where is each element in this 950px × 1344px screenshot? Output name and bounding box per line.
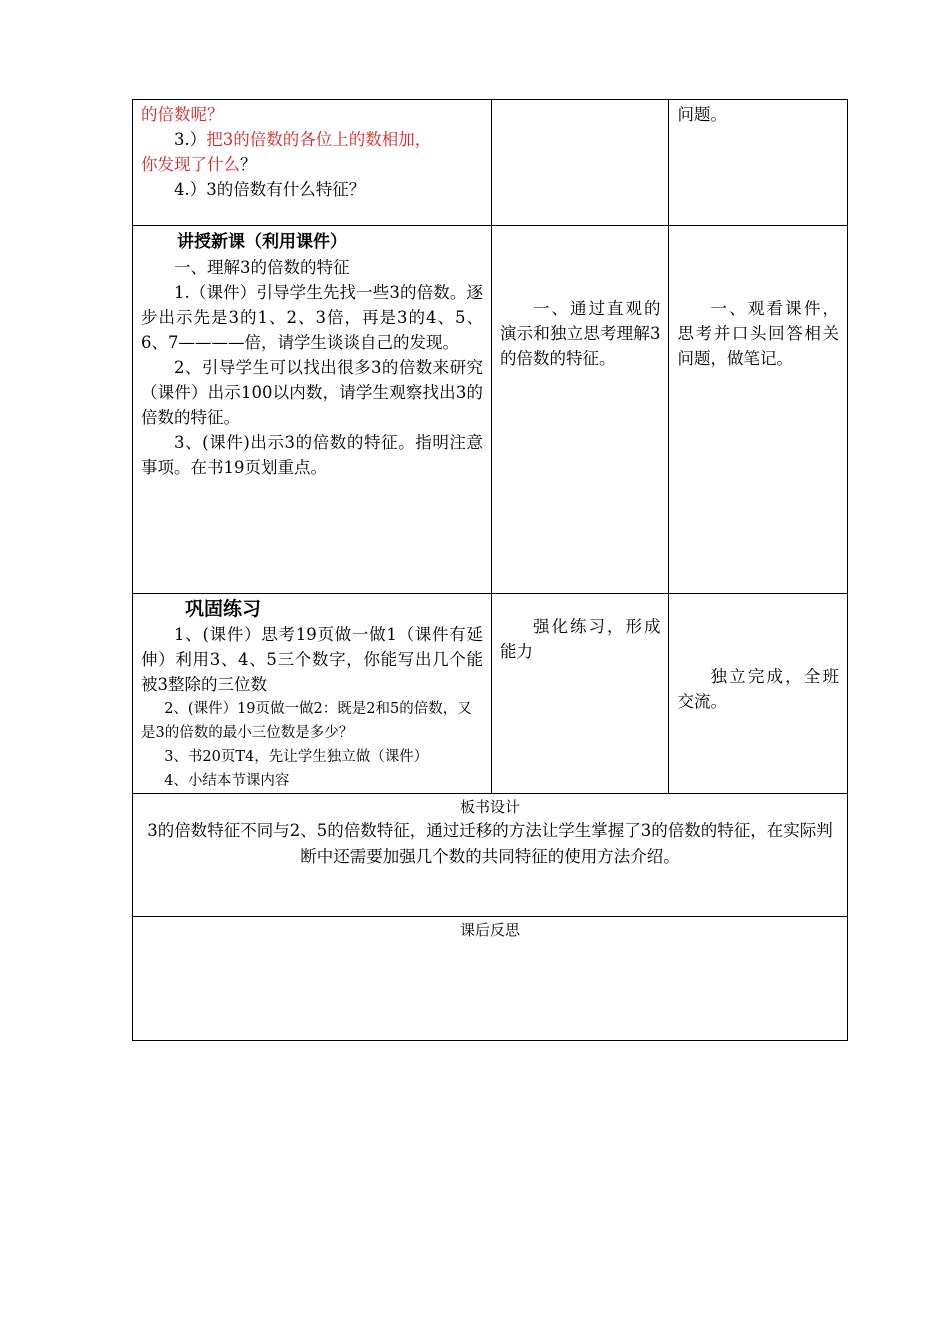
student-activity-cell xyxy=(669,100,848,226)
section-heading-new-lesson: 讲授新课（利用课件） xyxy=(177,232,347,252)
paragraph-3: 3、(课件)出示3的倍数的特征。指明注意事项。在书19页划重点。 xyxy=(141,433,483,477)
practice-item-2: 2、(课件）19页做一做2：既是2和5的倍数，又是3的倍数的最小三位数是多少？ xyxy=(141,701,472,741)
section-heading-practice: 巩固练习 xyxy=(185,598,262,620)
table-row xyxy=(133,100,848,226)
teacher-activity-cell xyxy=(133,226,492,594)
practice-item-1: 1、(课件）思考19页做一做1（课件有延伸）利用3、4、5三个数字，你能写出几个能被3整除的三位数 xyxy=(141,625,483,694)
design-intent-cell xyxy=(492,100,669,226)
paragraph-2: 2、引导学生可以找出很多3的倍数来研究（课件）出示100以内数，请学生观察找出3的倍数的特征。 xyxy=(141,358,483,427)
teacher-activity-cell xyxy=(133,594,492,794)
question-text: 你发现了什么 xyxy=(141,155,240,174)
board-design-title: 板书设计 xyxy=(459,798,520,816)
student-activity-cell xyxy=(669,226,848,594)
question-mark: ？ xyxy=(240,155,257,174)
board-design-text: 3的倍数特征不同与2、5的倍数特征，通过迁移的方法让学生掌握了3的倍数的特征，在实际判断中还需要加强几个数的共同特征的使用方法介绍。 xyxy=(147,821,833,866)
reflection-cell xyxy=(133,917,848,1041)
subheading: 一、理解3的倍数的特征 xyxy=(174,258,350,277)
student-activity-text: 问题。 xyxy=(677,105,727,124)
question-line-3 xyxy=(141,152,483,177)
practice-item-3: 3、书20页T4，先让学生独立做（课件） xyxy=(164,749,429,765)
paragraph-1: 1.（课件）引导学生先找一些3的倍数。逐步出示先是3的1、2、3倍，再是3的4、5、6、7————倍，请学生谈谈自己的发现。 xyxy=(141,283,483,352)
question-line-2 xyxy=(141,127,483,152)
lesson-plan-table xyxy=(132,99,848,1041)
table-row xyxy=(133,917,848,1041)
design-intent-cell xyxy=(492,226,669,594)
question-line-1: 的倍数呢？ xyxy=(141,105,224,124)
student-activity-text: 一、观看课件，思考并口头回答相关问题，做笔记。 xyxy=(677,299,839,368)
question-line-4: 4.）3的倍数有什么特征？ xyxy=(174,180,366,199)
question-number: 3.） xyxy=(174,130,207,149)
design-intent-text: 一、通过直观的演示和独立思考理解3的倍数的特征。 xyxy=(500,299,661,368)
design-intent-cell xyxy=(492,594,669,794)
student-activity-cell xyxy=(669,594,848,794)
design-intent-text: 强化练习，形成能力 xyxy=(500,617,661,661)
reflection-title: 课后反思 xyxy=(459,921,520,939)
practice-item-4: 4、小结本节课内容 xyxy=(164,773,290,789)
board-design-cell xyxy=(133,794,848,917)
table-row xyxy=(133,794,848,917)
table-row xyxy=(133,226,848,594)
student-activity-text: 独立完成，全班交流。 xyxy=(677,667,839,711)
table-row xyxy=(133,594,848,794)
question-text: 把3的倍数的各位上的数相加， xyxy=(206,130,432,149)
teacher-activity-cell xyxy=(133,100,492,226)
